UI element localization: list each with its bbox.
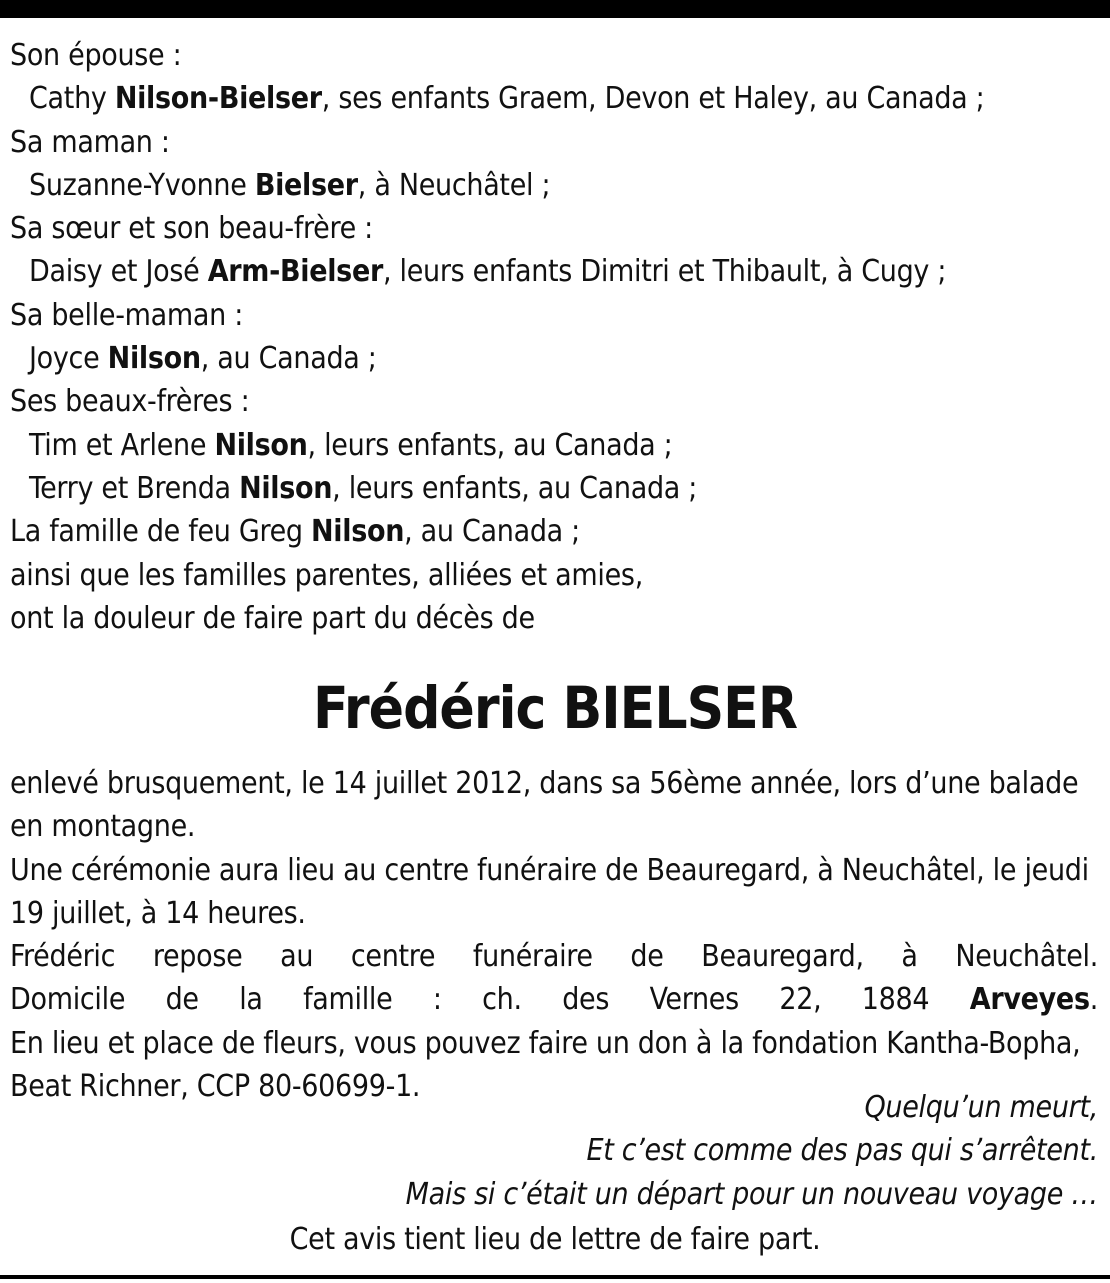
- family-surname: Arm-Bielser: [207, 254, 383, 290]
- donation-text: En lieu et place de fleurs, vous pouvez faire un don à la fondation Kantha-Bopha, Beat Richner, CCP 80-60699-1.: [10, 1025, 1081, 1105]
- poem-line: Mais si c’était un départ pour un nouveau voyage …: [405, 1176, 1098, 1212]
- family-heading: Sa maman :: [10, 124, 170, 160]
- family-surname: Nilson: [107, 341, 201, 377]
- family-surname: Nilson-Bielser: [114, 81, 322, 117]
- family-pre: Daisy et José: [29, 254, 208, 290]
- family-post: , ses enfants Graem, Devon et Haley, au Canada ;: [321, 81, 985, 117]
- family-line-spouse-heading: [10, 34, 1100, 77]
- family-line-motherinlaw: [10, 337, 1100, 380]
- family-line-relatives: [10, 554, 1100, 597]
- family-heading: Sa sœur et son beau-frère :: [10, 211, 373, 247]
- repose-text: Frédéric repose au centre funéraire de Beauregard, à Neuchâtel.: [10, 939, 1098, 975]
- family-line-greg: [10, 510, 1100, 553]
- top-border-rule: [0, 0, 1110, 18]
- family-post: , leurs enfants, au Canada ;: [307, 427, 673, 463]
- family-line-brotherinlaw-2: [10, 467, 1100, 510]
- family-line-brotherinlaw-1: [10, 424, 1100, 467]
- family-pre: Terry et Brenda: [29, 470, 240, 506]
- family-line-sister-heading: [10, 207, 1100, 250]
- family-line-spouse: [10, 77, 1100, 120]
- domicile-address: Domicile de la famille : ch. des Vernes 22, 1884: [10, 982, 970, 1018]
- family-text: ainsi que les familles parentes, alliées et amies,: [10, 557, 643, 593]
- family-pre: Tim et Arlene: [29, 427, 215, 463]
- family-pre: Cathy: [29, 81, 115, 117]
- family-post: , leurs enfants, au Canada ;: [332, 470, 698, 506]
- family-post: , au Canada ;: [404, 514, 580, 550]
- family-text: ont la douleur de faire part du décès de: [10, 600, 535, 636]
- family-surname: Nilson: [239, 470, 333, 506]
- family-heading: Ses beaux-frères :: [10, 384, 250, 420]
- domicile-locality: Arveyes: [969, 982, 1090, 1018]
- closing-note: Cet avis tient lieu de lettre de faire part.: [289, 1222, 821, 1257]
- poem-line: Et c’est comme des pas qui s’arrêtent.: [586, 1133, 1098, 1169]
- family-line-motherinlaw-heading: [10, 294, 1100, 337]
- family-line-brothersinlaw-heading: [10, 380, 1100, 423]
- domicile-end: .: [1089, 982, 1098, 1018]
- passing-text: enlevé brusquement, le 14 juillet 2012, dans sa 56ème année, lors d’une balade en montagne.: [10, 766, 1079, 845]
- poem-line: Quelqu’un meurt,: [864, 1090, 1098, 1125]
- ceremony-text: Une cérémonie aura lieu au centre funéraire de Beauregard, à Neuchâtel, le jeudi 19 juillet, à 14 heures.: [10, 852, 1089, 931]
- family-surname: Nilson: [311, 514, 405, 550]
- family-line-sister: [10, 250, 1100, 293]
- family-pre: Suzanne-Yvonne: [29, 167, 255, 203]
- poem: [406, 1086, 1098, 1216]
- family-post: , leurs enfants Dimitri et Thibault, à Cugy ;: [382, 254, 947, 290]
- notice-details: [10, 762, 1098, 1108]
- family-line-announcement: [10, 597, 1100, 640]
- family-pre: La famille de feu Greg: [10, 514, 312, 550]
- family-line-mother-heading: [10, 121, 1100, 164]
- family-heading: Sa belle-maman :: [10, 297, 243, 333]
- family-surname: Bielser: [254, 167, 358, 203]
- family-surname: Nilson: [214, 427, 308, 463]
- bottom-border-rule: [0, 1275, 1110, 1279]
- domicile-text: [10, 978, 1098, 1021]
- family-heading: Son épouse :: [10, 38, 182, 73]
- family-post: , au Canada ;: [200, 341, 377, 377]
- family-pre: Joyce: [29, 341, 108, 377]
- family-list: [10, 34, 1100, 640]
- family-post: , à Neuchâtel ;: [357, 167, 551, 203]
- family-line-mother: [10, 164, 1100, 207]
- deceased-name: Frédéric BIELSER: [312, 674, 798, 742]
